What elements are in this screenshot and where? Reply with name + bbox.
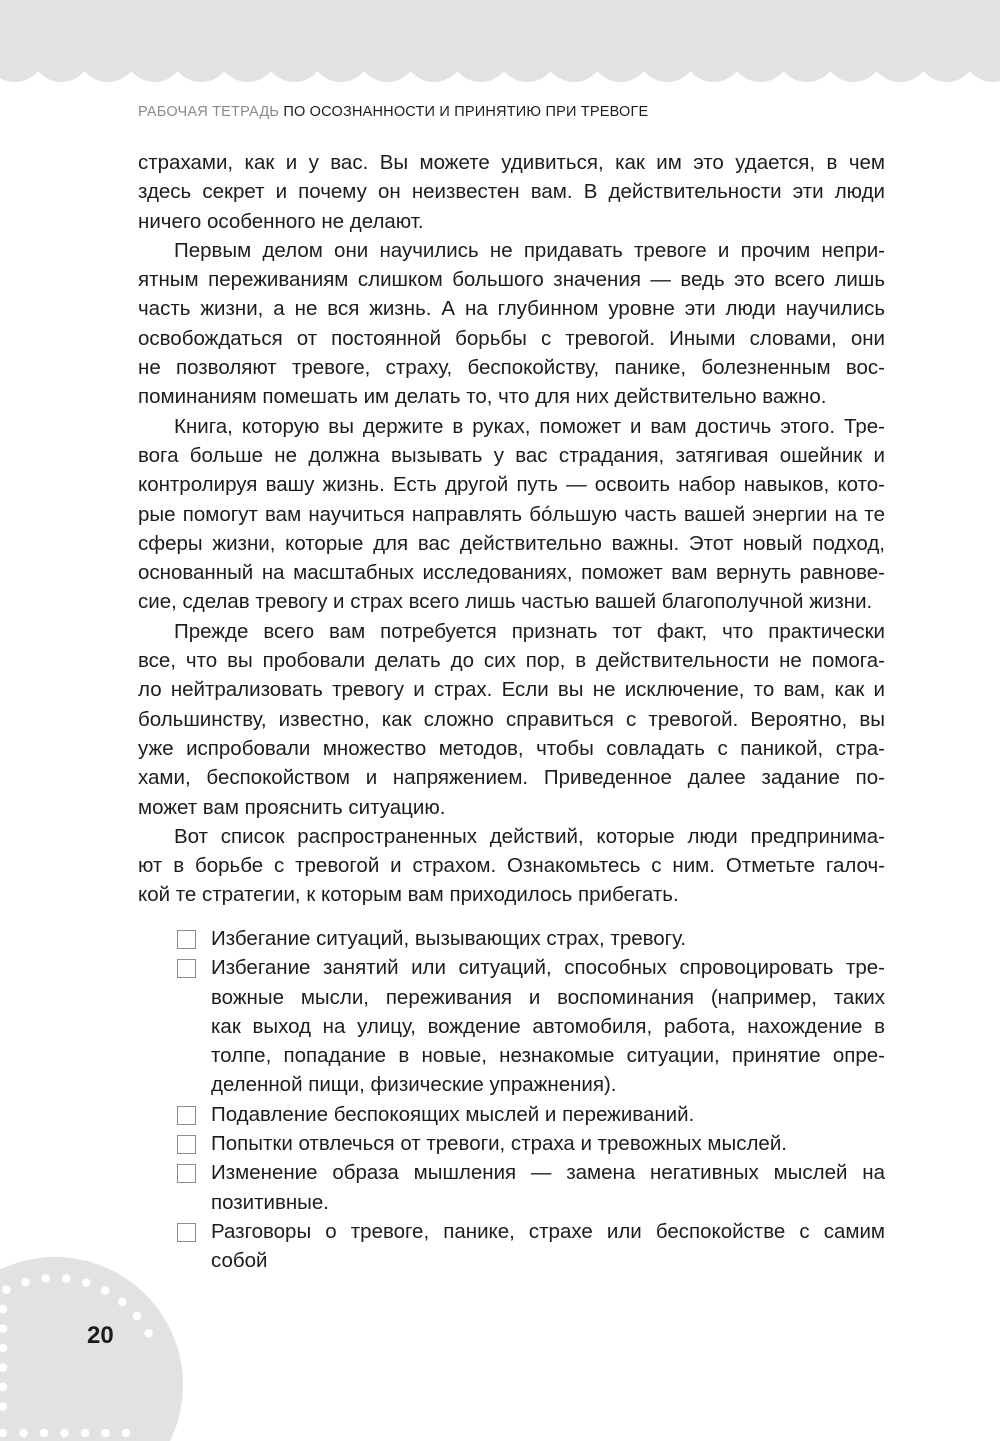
text-line: страхами, как и у вас. Вы можете удивиться, как им это удается, в чем <box>138 151 885 174</box>
running-head-series: РАБОЧАЯ ТЕТРАДЬ <box>138 104 280 120</box>
text-line: кой те стратегии, к которым вам приходилось прибегать. <box>138 883 679 907</box>
paragraph <box>138 617 885 822</box>
badge-dot <box>2 1285 11 1294</box>
text-line: может вам прояснить ситуацию. <box>138 795 446 819</box>
text-line: сие, сделав тревогу и страх всего лишь частью вашей благополучной жизни. <box>138 590 873 614</box>
text-line: ют в борьбе с тревогой и страхом. Ознакомьтесь с ним. Отметьте галоч- <box>138 854 885 878</box>
badge-dot <box>133 1312 142 1321</box>
paragraph <box>138 236 885 412</box>
text-line: все, что вы пробовали делать до сих пор, в действительности не помога- <box>138 649 885 673</box>
text-line: Первым делом они научились не придавать тревоге и прочим непри- <box>174 238 885 262</box>
body-text <box>138 148 885 910</box>
paragraph <box>138 822 885 910</box>
text-line: Вот список распространенных действий, которые люди предпринима- <box>174 824 885 848</box>
badge-dot <box>62 1274 71 1283</box>
text-line: освобождаться от постоянной борьбы с тревогой. Иными словами, они <box>138 326 885 350</box>
text-line: не позволяют тревоге, страху, беспокойству, панике, болезненным вос- <box>138 356 885 380</box>
checklist-item <box>138 953 885 1099</box>
running-head <box>138 104 648 120</box>
checklist-item-text: собой <box>211 1249 268 1273</box>
badge-dot <box>82 1278 91 1287</box>
checklist-item <box>138 1129 885 1158</box>
checklist-item-text: Избегание занятий или ситуаций, способных спровоцировать тре- <box>211 956 885 980</box>
text-line: сферы жизни, которые для вас действительно важны. Этот новый подход, <box>138 531 885 555</box>
checkbox[interactable] <box>177 1223 196 1242</box>
badge-dot <box>144 1329 153 1338</box>
text-line: вога больше не должна вызывать у вас страдания, затягивая ошейник и <box>138 443 885 467</box>
checklist-item-text: Разговоры о тревоге, панике, страхе или беспокойстве с самим <box>211 1219 885 1243</box>
badge-dot <box>118 1298 127 1307</box>
text-line: часть жизни, а не вся жизнь. А на глубинном уровне эти люди научились <box>138 297 885 321</box>
badge-dot <box>21 1278 30 1287</box>
badge-dot <box>101 1429 110 1438</box>
badge-dot <box>101 1286 110 1295</box>
checklist-item-text: вожные мысли, переживания и воспоминания (например, таких <box>211 985 885 1009</box>
badge-dot <box>40 1429 49 1438</box>
paragraph <box>138 412 885 617</box>
checklist-item-text: деленной пищи, физические упражнения). <box>211 1073 617 1097</box>
text-line: большинству, известно, как сложно справиться с тревогой. Вероятно, вы <box>138 707 885 731</box>
scalloped-header-band <box>0 0 1000 90</box>
checklist-item <box>138 924 885 953</box>
badge-dot <box>60 1429 69 1438</box>
strategy-checklist <box>138 924 885 1276</box>
checkbox[interactable] <box>177 1106 196 1125</box>
checklist-item <box>138 1158 885 1217</box>
text-line: ничего особенного не делают. <box>138 209 424 233</box>
checklist-item <box>138 1217 885 1276</box>
checklist-item-text: Избегание ситуаций, вызывающих страх, тревогу. <box>211 927 687 950</box>
checklist-item-text: Попытки отвлечься от тревоги, страха и тревожных мыслей. <box>211 1132 787 1156</box>
checkbox[interactable] <box>177 1164 196 1183</box>
checklist-item <box>138 1100 885 1129</box>
checkbox[interactable] <box>177 930 196 949</box>
badge-dot <box>41 1274 50 1283</box>
text-line: рые помогут вам научиться направлять бóльшую часть вашей энергии на те <box>138 502 885 526</box>
running-head-title: ПО ОСОЗНАННОСТИ И ПРИНЯТИЮ ПРИ ТРЕВОГЕ <box>283 104 649 120</box>
badge-dot <box>19 1429 28 1438</box>
text-line: уже испробовали множество методов, чтобы совладать с паникой, стра- <box>138 736 885 760</box>
text-line: Книга, которую вы держите в руках, поможет и вам достичь этого. Тре- <box>174 414 885 438</box>
paragraph <box>138 148 885 236</box>
checklist-item-text: Изменение образа мышления — замена негативных мыслей на <box>211 1161 885 1185</box>
badge-dot <box>81 1429 90 1438</box>
text-line: хами, беспокойством и напряжением. Приведенное далее задание по- <box>138 766 885 790</box>
text-line: Прежде всего вам потребуется признать тот факт, что практически <box>174 619 885 643</box>
page-number: 20 <box>87 1322 114 1349</box>
checkbox[interactable] <box>177 959 196 978</box>
checkbox[interactable] <box>177 1135 196 1154</box>
text-line: поминаниям помешать им делать то, что для них действительно важно. <box>138 385 827 409</box>
text-line: контролируя вашу жизнь. Есть другой путь — освоить набор навыков, кото- <box>138 473 885 497</box>
text-line: здесь секрет и почему он неизвестен вам. В действительности эти люди <box>138 180 885 204</box>
checklist-item-text: толпе, попадание в новые, незнакомые ситуации, принятие опре- <box>211 1044 885 1068</box>
badge-dot <box>122 1429 131 1438</box>
text-line: основанный на масштабных исследованиях, поможет вам вернуть равнове- <box>138 561 885 585</box>
text-line: ло нейтрализовать тревогу и страх. Если вы не исключение, то вам, как и <box>138 678 885 702</box>
checklist-item-text: Подавление беспокоящих мыслей и переживаний. <box>211 1102 695 1126</box>
scalloped-band-shape <box>0 0 1000 82</box>
text-line: ятным переживаниям слишком большого значения — ведь это всего лишь <box>138 268 885 292</box>
checklist-item-text: как выход на улицу, вождение автомобиля, работа, нахождение в <box>211 1014 885 1038</box>
checklist-item-text: позитивные. <box>211 1190 330 1214</box>
